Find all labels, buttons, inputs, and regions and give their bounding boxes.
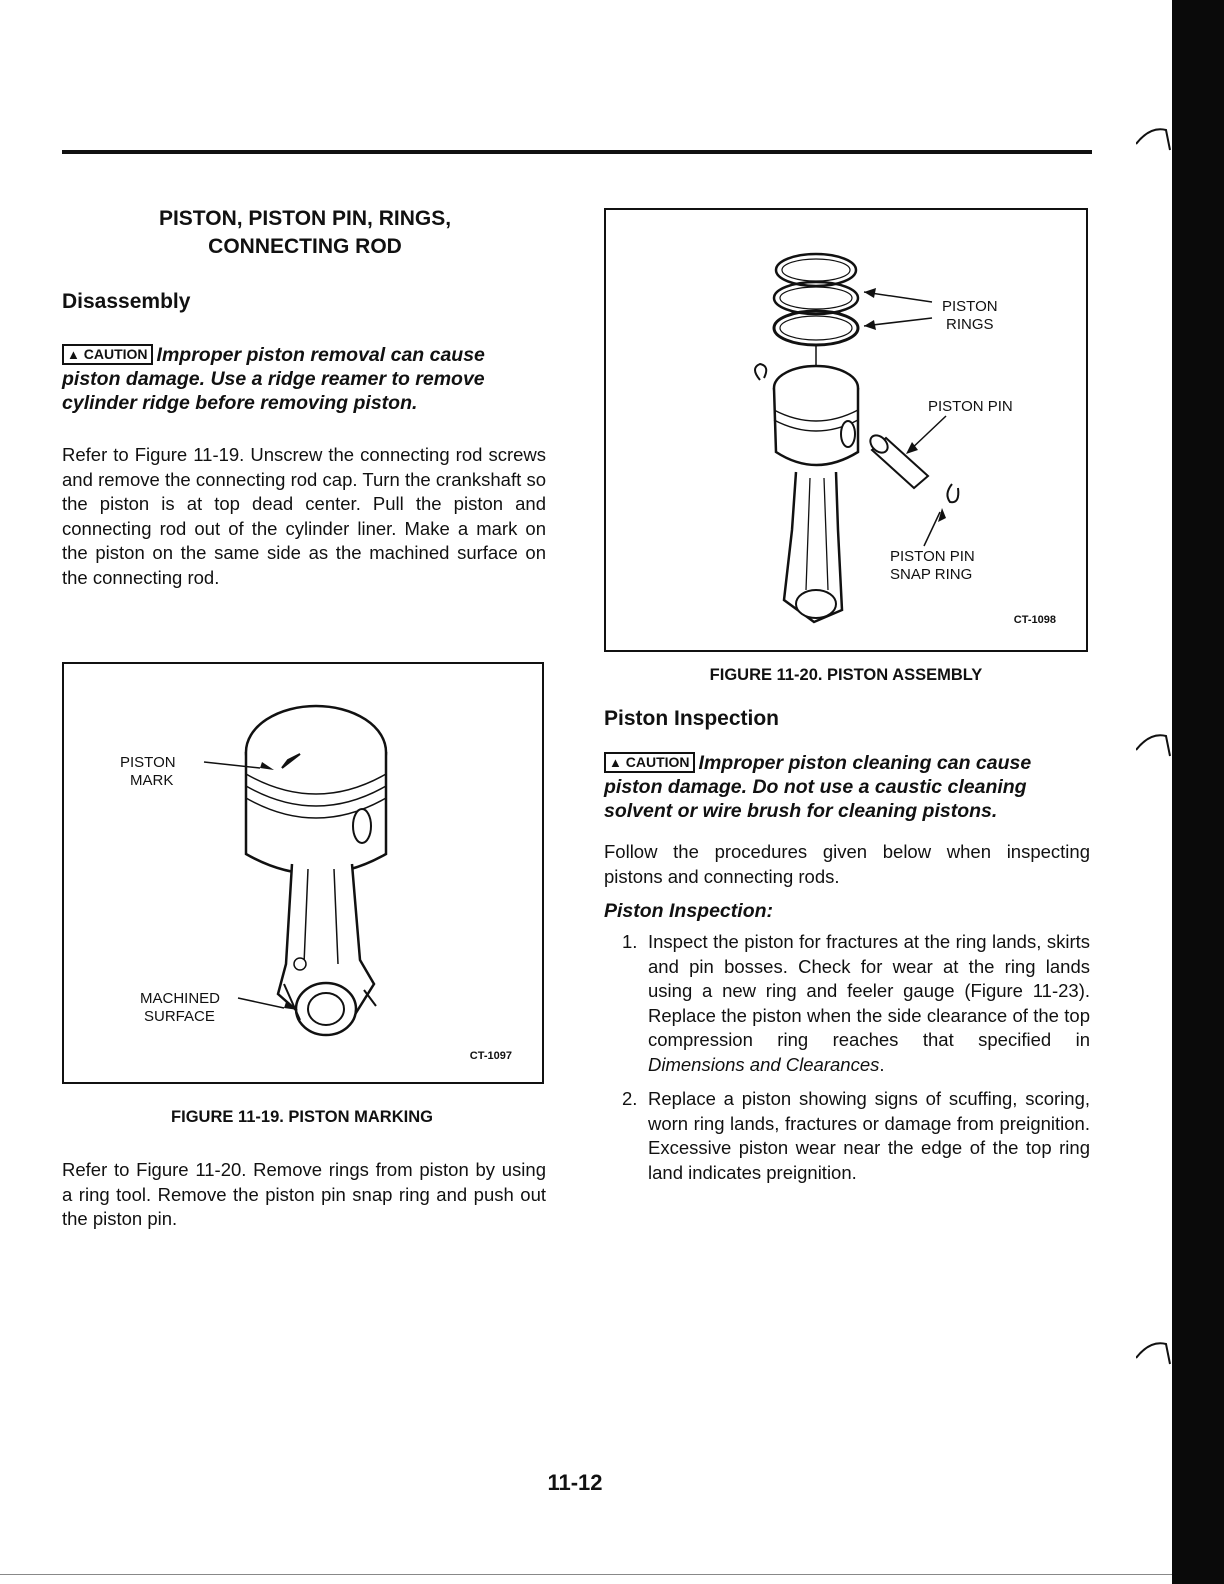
section-title-line2: CONNECTING ROD — [208, 235, 402, 258]
caution-disassembly — [62, 343, 548, 415]
disassembly-heading: Disassembly — [62, 290, 191, 313]
header-rule — [62, 150, 1092, 154]
figure-11-20-caption: FIGURE 11-20. PISTON ASSEMBLY — [709, 666, 983, 684]
label-piston-mark-line1: PISTON — [120, 754, 176, 771]
binder-hole-mark — [1136, 1336, 1172, 1366]
step-number: 2. — [622, 1088, 638, 1109]
step-text: Replace a piston showing signs of scuffing, scoring, worn ring lands, fractures or damage from preignition. Excessive piston wear near the edge of the top ring land indicates preignition. — [648, 1088, 1090, 1183]
warning-triangle-icon: ▲ — [609, 755, 622, 770]
step-text: Inspect the piston for fractures at the ring lands, skirts and pin bosses. Check for wear at the ring lands using a new ring and feeler gauge (Figure 11-23). Replace the piston when the side clearance of the top compression ring reaches that specified in — [648, 931, 1090, 1050]
label-snap-ring-line2: SNAP RING — [890, 566, 973, 583]
step-text-italic: Dimensions and Clearances — [648, 1053, 880, 1075]
figure-11-19-caption: FIGURE 11-19. PISTON MARKING — [171, 1108, 433, 1126]
figure-11-19-box — [62, 662, 544, 1084]
label-snap-ring — [890, 548, 975, 584]
caution-badge-label: CAUTION — [83, 346, 148, 362]
caution-badge — [62, 344, 153, 365]
binder-hole-mark — [1136, 728, 1172, 758]
piston-rod-illustration — [64, 664, 542, 1082]
caution-text: Improper piston removal can cause piston damage. Use a ridge reamer to remove cylinder ridge before removing piston. — [62, 344, 485, 414]
disassembly-paragraph-1: Refer to Figure 11-19. Unscrew the connecting rod screws and remove the connecting rod cap. Turn the crankshaft so the piston is at top dead center. Pull the piston and connecting rod out of the cylinder liner. Make a mark on the piston on the same side as the machined surface on the connecting rod. — [62, 444, 546, 588]
label-piston-rings — [942, 298, 998, 334]
list-item — [604, 930, 1090, 1077]
label-piston-pin: PISTON PIN — [928, 398, 1013, 415]
label-piston-rings-line2: RINGS — [946, 316, 994, 333]
figure-code: CT-1097 — [469, 1050, 512, 1062]
step-text-end: . — [879, 1053, 885, 1075]
caution-text: Improper piston cleaning can cause piston damage. Do not use a caustic cleaning solvent or wire brush for cleaning pistons. — [604, 752, 1032, 822]
inspection-intro: Follow the procedures given below when inspecting pistons and connecting rods. — [604, 841, 1090, 887]
section-title — [60, 205, 550, 261]
figure-code: CT-1098 — [1013, 614, 1056, 626]
caution-inspection — [604, 751, 1090, 823]
list-item — [604, 1087, 1090, 1185]
piston-assembly-illustration — [606, 210, 1086, 650]
inspection-subheading: Piston Inspection: — [604, 900, 774, 922]
label-piston-mark — [120, 754, 176, 790]
caution-badge — [604, 752, 695, 773]
piston-inspection-heading: Piston Inspection — [604, 707, 780, 730]
warning-triangle-icon: ▲ — [67, 347, 80, 362]
label-piston-mark-line2: MARK — [130, 772, 174, 789]
bottom-rule — [0, 1574, 1172, 1575]
disassembly-paragraph-2: Refer to Figure 11-20. Remove rings from piston by using a ring tool. Remove the piston pin snap ring and push out the piston pin. — [62, 1159, 546, 1229]
label-machined-surface-line2: SURFACE — [144, 1008, 215, 1025]
label-piston-rings-line1: PISTON — [942, 298, 998, 315]
inspection-steps — [604, 930, 1090, 1195]
page-number: 11-12 — [547, 1470, 603, 1495]
scan-edge-bar — [1172, 0, 1224, 1584]
step-number: 1. — [622, 931, 638, 952]
label-machined-surface — [140, 990, 220, 1026]
label-machined-surface-line1: MACHINED — [140, 990, 221, 1007]
label-snap-ring-line1: PISTON PIN — [890, 548, 975, 565]
figure-11-20-box — [604, 208, 1088, 652]
caution-badge-label: CAUTION — [625, 754, 690, 770]
section-title-line1: PISTON, PISTON PIN, RINGS, — [158, 207, 452, 230]
binder-hole-mark — [1136, 122, 1172, 152]
